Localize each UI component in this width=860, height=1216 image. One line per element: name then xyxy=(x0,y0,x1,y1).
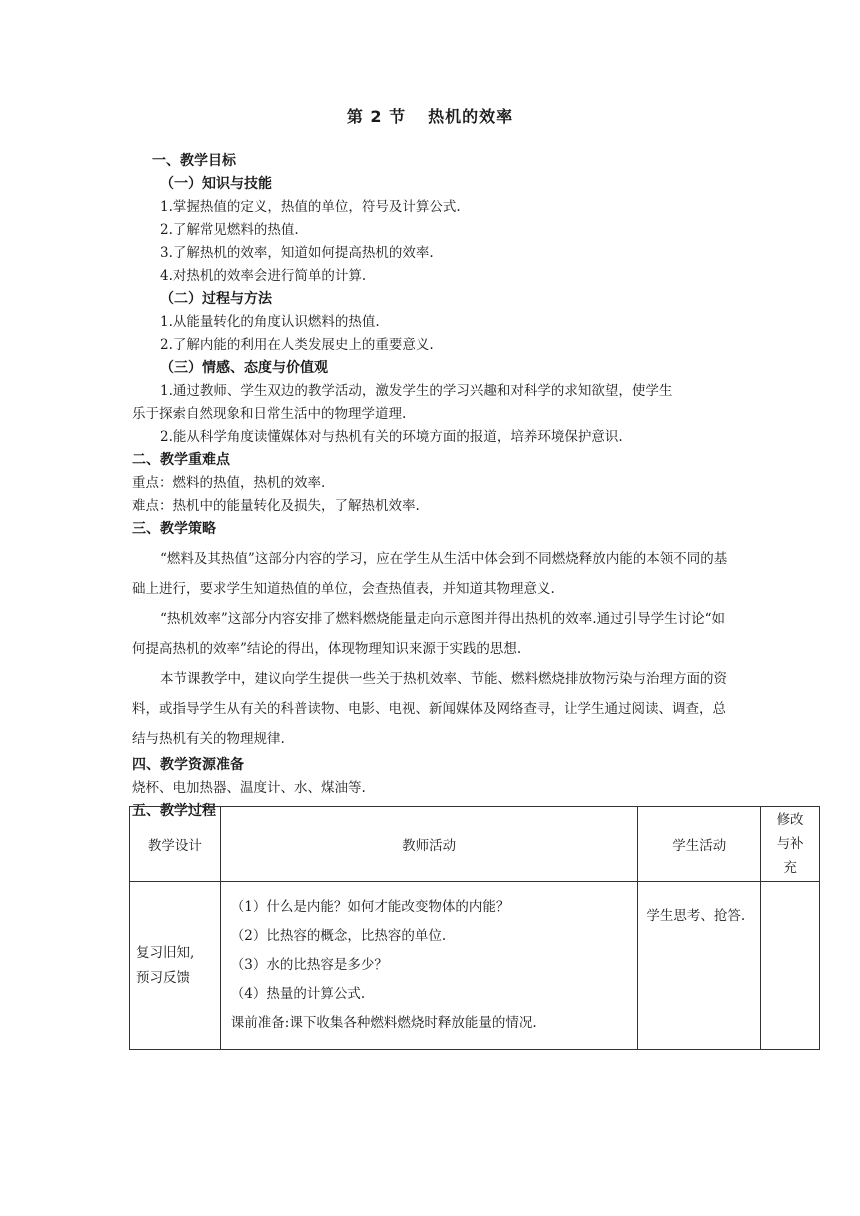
table-row xyxy=(130,882,820,1050)
strategy-paragraph: “热机效率”这部分内容安排了燃料燃烧能量走向示意图并得出热机的效率.通过引导学生讨论“如何提高热机的效率”结论的得出，体现物理知识来源于实践的思想. xyxy=(132,611,725,657)
teacher-activity: 课前准备:课下收集各种燃料燃烧时释放能量的情况. xyxy=(230,1015,537,1031)
difficult-point: 难点：热机中的能量转化及损失，了解热机效率. xyxy=(132,498,420,514)
teacher-activity: （1）什么是内能？如何才能改变物体的内能？ xyxy=(230,899,510,915)
objective-item: 2.了解内能的利用在人类发展史上的重要意义. xyxy=(160,337,434,353)
cell-revise xyxy=(761,882,820,1050)
cell-teacher xyxy=(220,882,638,1050)
key-point: 重点：燃料的热值，热机的效率. xyxy=(132,475,326,491)
objective-item: 4.对热机的效率会进行简单的计算. xyxy=(160,268,367,284)
heading-process: 五、教学过程 xyxy=(132,803,216,819)
subheading-attitude: （三）情感、态度与价值观 xyxy=(160,360,328,376)
heading-key-points: 二、教学重难点 xyxy=(132,452,230,468)
objective-item: 3.了解热机的效率，知道如何提高热机的效率. xyxy=(160,245,434,261)
table-header-row xyxy=(130,807,820,882)
teacher-activity: （2）比热容的概念，比热容的单位. xyxy=(230,928,447,944)
objective-item: 2.了解常见燃料的热值. xyxy=(160,222,299,238)
teacher-activity: （3）水的比热容是多少？ xyxy=(230,957,388,973)
heading-strategy: 三、教学策略 xyxy=(132,521,216,537)
header-revise-line: 修改 xyxy=(776,812,804,828)
teacher-activity: （4）热量的计算公式. xyxy=(230,986,366,1002)
objective-item: 1.通过教师、学生双边的教学活动，激发学生的学习兴趣和对科学的求知欲望，使学生 xyxy=(160,383,673,399)
objective-item: 2.能从科学角度读懂媒体对与热机有关的环境方面的报道，培养环境保护意识. xyxy=(160,429,623,445)
heading-objectives: 一、教学目标 xyxy=(152,153,236,169)
page-title xyxy=(0,104,860,127)
design-line: 预习反馈 xyxy=(136,969,190,986)
header-teacher: 教师活动 xyxy=(220,807,638,882)
design-line: 复习旧知, xyxy=(136,944,195,961)
heading-resources: 四、教学资源准备 xyxy=(132,757,244,773)
objective-item: 1.掌握热值的定义，热值的单位，符号及计算公式. xyxy=(160,199,461,215)
cell-design xyxy=(130,882,221,1050)
objective-item-continued: 乐于探索自然现象和日常生活中的物理学道理. xyxy=(132,406,407,422)
header-student: 学生活动 xyxy=(638,807,761,882)
teaching-process-table xyxy=(129,806,820,1050)
resources-text: 烧杯、电加热器、温度计、水、煤油等. xyxy=(132,780,366,796)
header-revise xyxy=(761,807,820,882)
strategy-paragraph: “燃料及其热值”这部分内容的学习，应在学生从生活中体会到不同燃烧释放内能的本领不同的基础上进行，要求学生知道热值的单位，会查热值表，并知道其物理意义. xyxy=(132,551,728,597)
strategy-paragraph: 本节课教学中，建议向学生提供一些关于热机效率、节能、燃料燃烧排放物污染与治理方面的资料，或指导学生从有关的科普读物、电影、电视、新闻媒体及网络查寻，让学生通过阅读、调查，总结与热机有关的物理规律. xyxy=(132,671,727,747)
cell-student: 学生思考、抢答. xyxy=(638,882,761,1050)
header-revise-line: 与补 xyxy=(776,836,804,852)
subheading-process: （二）过程与方法 xyxy=(160,291,272,307)
header-revise-line: 充 xyxy=(783,860,797,876)
objective-item: 1.从能量转化的角度认识燃料的热值. xyxy=(160,314,380,330)
subheading-knowledge: （一）知识与技能 xyxy=(160,176,272,192)
section-number: 第 2 节 xyxy=(346,107,407,126)
lesson-content xyxy=(132,150,732,823)
section-title: 热机的效率 xyxy=(428,107,514,126)
header-design: 教学设计 xyxy=(130,807,221,882)
